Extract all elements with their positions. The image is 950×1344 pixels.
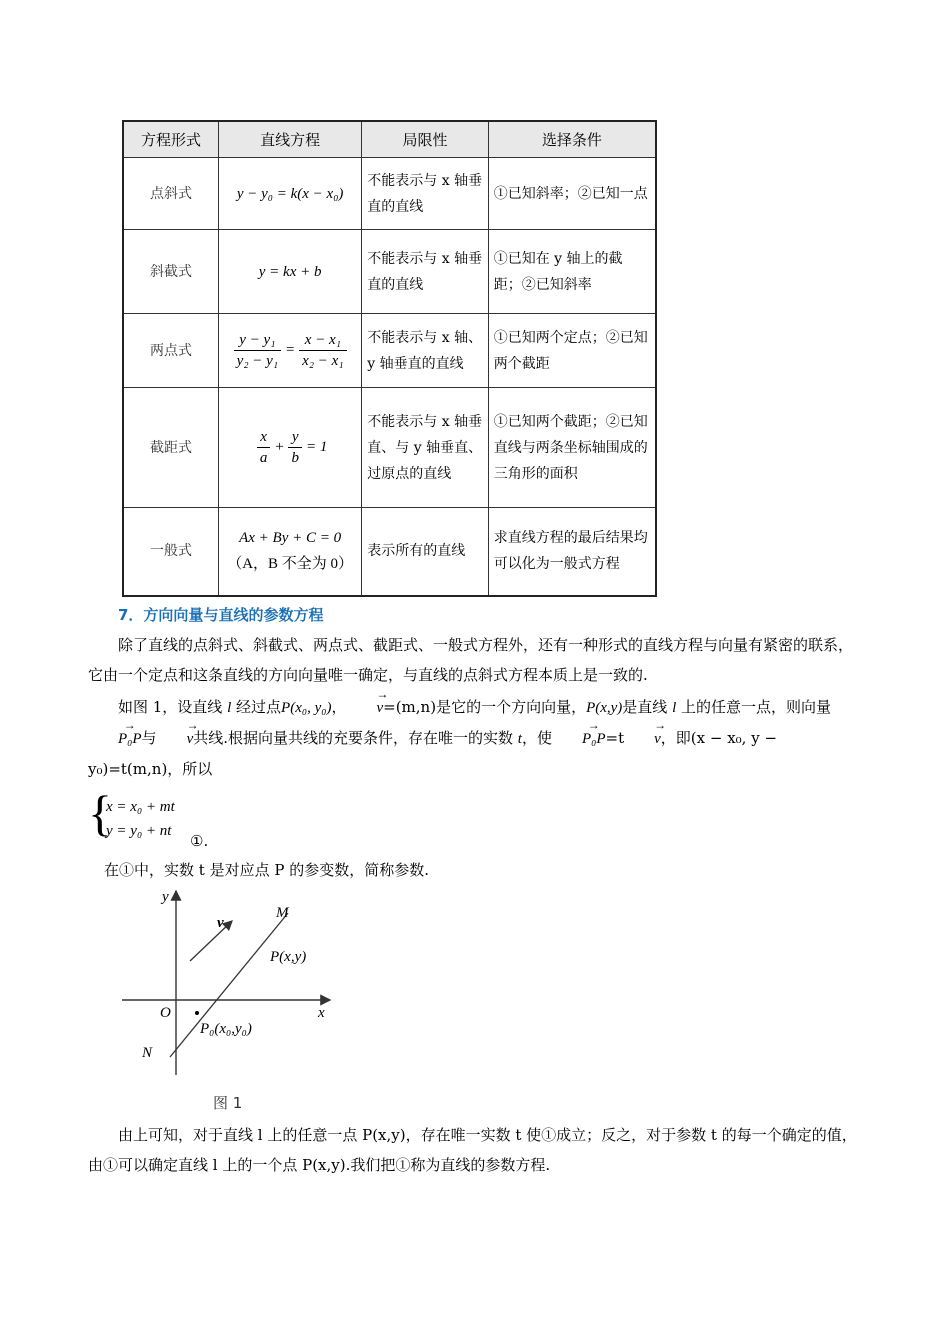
equation-cell	[218, 314, 361, 388]
origin-label: O	[160, 1005, 171, 1021]
equation-cell	[218, 388, 361, 508]
text: ，即(x − x₀, y − y₀)=t(m,n)，所以	[88, 729, 778, 778]
header-condition: 选择条件	[488, 121, 656, 158]
system-line-y: y = y₀ + nt	[106, 823, 172, 839]
vector-p0p: → P₀P	[552, 724, 606, 754]
form-cell: 斜截式	[123, 230, 218, 314]
equation-marker: ①.	[190, 832, 209, 850]
fraction	[299, 330, 346, 371]
condition-cell: ①已知两个定点；②已知两个截距	[488, 314, 656, 388]
y-label: y	[162, 889, 169, 905]
form-cell: 一般式	[123, 508, 218, 596]
var-t: t	[517, 731, 522, 747]
point-p0-dot	[195, 1011, 199, 1015]
fraction	[257, 427, 271, 468]
condition-cell: ①已知斜率；②已知一点	[488, 158, 656, 230]
text: 经过点	[231, 698, 282, 716]
text: ，	[331, 698, 347, 716]
equals-sign: =	[285, 341, 296, 358]
limitation-cell: 表示所有的直线	[362, 508, 488, 596]
point-n-label: N	[142, 1045, 153, 1061]
parametric-system	[106, 795, 175, 843]
condition-cell: ①已知在 y 轴上的截距；②已知斜率	[488, 230, 656, 314]
condition-cell: ①已知两个截距；②已知直线与两条坐标轴围成的三角形的面积	[488, 388, 656, 508]
equation-rhs: = 1	[305, 438, 328, 455]
numerator: y − y₁	[234, 330, 281, 351]
form-cell: 截距式	[123, 388, 218, 508]
text: =t	[605, 729, 625, 747]
point-p0-label: P₀(x₀,y₀)	[200, 1021, 252, 1037]
var-l: l	[227, 700, 232, 716]
x-label: x	[318, 1005, 325, 1021]
text: 是直线	[622, 698, 673, 716]
text: 与	[141, 729, 157, 747]
header-limitation: 局限性	[362, 121, 488, 158]
direction-vector-arrow	[190, 921, 232, 961]
paragraph-parameter: 在①中，实数 t 是对应点 P 的参变数，简称参数.	[104, 861, 429, 879]
text: =(m,n)是它的一个方向向量，	[383, 698, 587, 716]
point-p-label: P(x,y)	[270, 949, 307, 965]
numerator: y	[288, 427, 302, 448]
paragraph-conclusion: 由上可知，对于直线 l 上的任意一点 P(x,y)，存在唯一实数 t 使①成立；反之，对于参数 t 的每一个确定的值，由①可以确定直线 l 上的一个点 P(x,y).我们把①称为直线的参数方程.	[88, 1126, 857, 1174]
point-p: P(x,y)	[586, 700, 623, 716]
denominator: y₂ − y₁	[236, 353, 279, 369]
system-brace: {	[88, 785, 112, 841]
vector-v: → v	[624, 724, 661, 754]
text: 如图 1，设直线	[118, 698, 228, 716]
vector-v: → v	[346, 693, 383, 723]
fraction	[288, 427, 302, 468]
text: ，使	[521, 729, 552, 747]
fraction	[234, 330, 281, 371]
system-line-x: x = x₀ + mt	[106, 799, 175, 815]
paragraph-definition	[88, 692, 863, 784]
table-row	[123, 508, 656, 596]
equation-cell: y − y₀ = k(x − x₀)	[218, 158, 361, 230]
line-equation-table	[122, 120, 657, 597]
equation-cell	[218, 508, 361, 596]
point-m-label: M	[276, 905, 289, 921]
equation-cell: y = kx + b	[218, 230, 361, 314]
section-heading: 7．方向向量与直线的参数方程	[118, 606, 324, 624]
vector-p0p: → P₀P	[88, 724, 142, 754]
condition-cell: 求直线方程的最后结果均可以化为一般式方程	[488, 508, 656, 596]
denominator: x₂ − x₁	[302, 353, 344, 369]
paragraph-intro: 除了直线的点斜式、斜截式、两点式、截距式、一般式方程外，还有一种形式的直线方程与向量有紧密的联系，它由一个定点和这条直线的方向向量唯一确定，与直线的点斜式方程本质上是一致的.	[88, 636, 854, 684]
vector-v-label: v	[217, 915, 224, 931]
header-equation: 直线方程	[218, 121, 361, 158]
figure-caption: 图 1	[213, 1094, 243, 1112]
limitation-cell: 不能表示与 x 轴垂直的直线	[362, 158, 488, 230]
numerator: x	[257, 427, 271, 448]
limitation-cell: 不能表示与 x 轴垂直的直线	[362, 230, 488, 314]
table-row	[123, 158, 656, 230]
text: 共线.根据向量共线的充要条件，存在唯一的实数	[193, 729, 518, 747]
figure-parametric-line	[120, 885, 340, 1080]
limitation-cell: 不能表示与 x 轴、y 轴垂直的直线	[362, 314, 488, 388]
vector-v: → v	[157, 724, 194, 754]
denominator: a	[259, 450, 268, 466]
point-p0: P(x₀, y₀)	[281, 700, 332, 716]
table-header-row	[123, 121, 656, 158]
table-row	[123, 314, 656, 388]
general-equation-note: （A，B 不全为 0）	[227, 556, 354, 573]
form-cell: 两点式	[123, 314, 218, 388]
table-row	[123, 388, 656, 508]
general-equation: Ax + By + C = 0	[239, 530, 342, 547]
table-row	[123, 230, 656, 314]
header-form: 方程形式	[123, 121, 218, 158]
plus-sign: +	[274, 438, 285, 455]
denominator: b	[291, 450, 299, 466]
text: 上的任意一点，则向量	[676, 698, 832, 716]
numerator: x − x₁	[299, 330, 346, 351]
form-cell: 点斜式	[123, 158, 218, 230]
var-l: l	[672, 700, 677, 716]
limitation-cell: 不能表示与 x 轴垂直、与 y 轴垂直、过原点的直线	[362, 388, 488, 508]
